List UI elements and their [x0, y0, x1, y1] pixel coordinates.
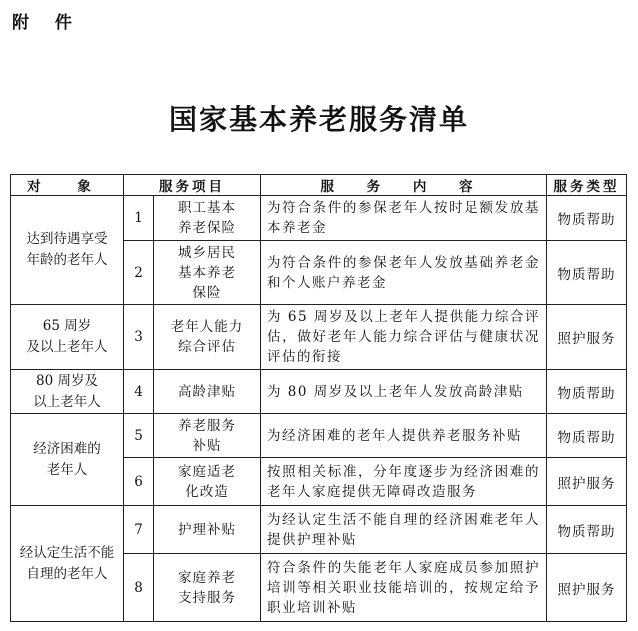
service-type: 物质帮助 [547, 241, 627, 305]
target-cell: 经认定生活不能 自理的老年人 [11, 506, 124, 622]
service-content: 符合条件的失能老年人家庭成员参加照护培训等相关职业技能培训的，按规定给予职业培训补贴 [261, 554, 547, 622]
service-item: 家庭养老 支持服务 [154, 554, 261, 622]
service-content: 为经济困难的老年人提供养老服务补贴 [261, 414, 547, 458]
target-cell: 65 周岁 及以上老年人 [11, 305, 124, 370]
document-title: 国家基本养老服务清单 [168, 103, 469, 136]
target-cell: 80 周岁及 以上老年人 [11, 370, 124, 414]
header-item: 服务项目 [124, 175, 261, 196]
service-content: 为符合条件的参保老年人按时足额发放基本养老金 [261, 196, 547, 241]
service-type: 照护服务 [547, 458, 627, 506]
header-content: 服 务 内 容 [261, 175, 547, 196]
service-content: 为 65 周岁及以上老年人提供能力综合评估，做好老年人能力综合评估与健康状况评估的衔接 [261, 305, 547, 370]
row-number: 3 [124, 305, 154, 370]
service-item: 老年人能力 综合评估 [154, 305, 261, 370]
service-item: 家庭适老 化改造 [154, 458, 261, 506]
table-row [11, 414, 627, 458]
service-content: 按照相关标准，分年度逐步为经济困难的老年人家庭提供无障碍改造服务 [261, 458, 547, 506]
service-item: 城乡居民 基本养老 保险 [154, 241, 261, 305]
attachment-label: 附 件 [12, 13, 82, 33]
table-row [11, 370, 627, 414]
service-item: 养老服务 补贴 [154, 414, 261, 458]
row-number: 7 [124, 506, 154, 554]
target-cell: 经济困难的 老年人 [11, 414, 124, 506]
row-number: 2 [124, 241, 154, 305]
service-type: 物质帮助 [547, 506, 627, 554]
row-number: 8 [124, 554, 154, 622]
service-item: 护理补贴 [154, 506, 261, 554]
row-number: 4 [124, 370, 154, 414]
service-content: 为经认定生活不能自理的经济困难老年人提供护理补贴 [261, 506, 547, 554]
target-cell: 达到待遇享受 年龄的老年人 [11, 196, 124, 305]
row-number: 6 [124, 458, 154, 506]
service-item: 职工基本 养老保险 [154, 196, 261, 241]
header-target: 对 象 [11, 175, 124, 196]
service-type: 物质帮助 [547, 370, 627, 414]
service-type: 照护服务 [547, 554, 627, 622]
table-header-row [11, 175, 627, 196]
table-row [11, 305, 627, 370]
table-row [11, 506, 627, 554]
row-number: 5 [124, 414, 154, 458]
row-number: 1 [124, 196, 154, 241]
header-type: 服务类型 [547, 175, 627, 196]
service-item: 高龄津贴 [154, 370, 261, 414]
service-type: 照护服务 [547, 305, 627, 370]
service-type: 物质帮助 [547, 196, 627, 241]
service-content: 为 80 周岁及以上老年人发放高龄津贴 [261, 370, 547, 414]
service-content: 为符合条件的参保老年人发放基础养老金和个人账户养老金 [261, 241, 547, 305]
table-row [11, 196, 627, 241]
service-type: 物质帮助 [547, 414, 627, 458]
service-list-table [10, 174, 627, 622]
